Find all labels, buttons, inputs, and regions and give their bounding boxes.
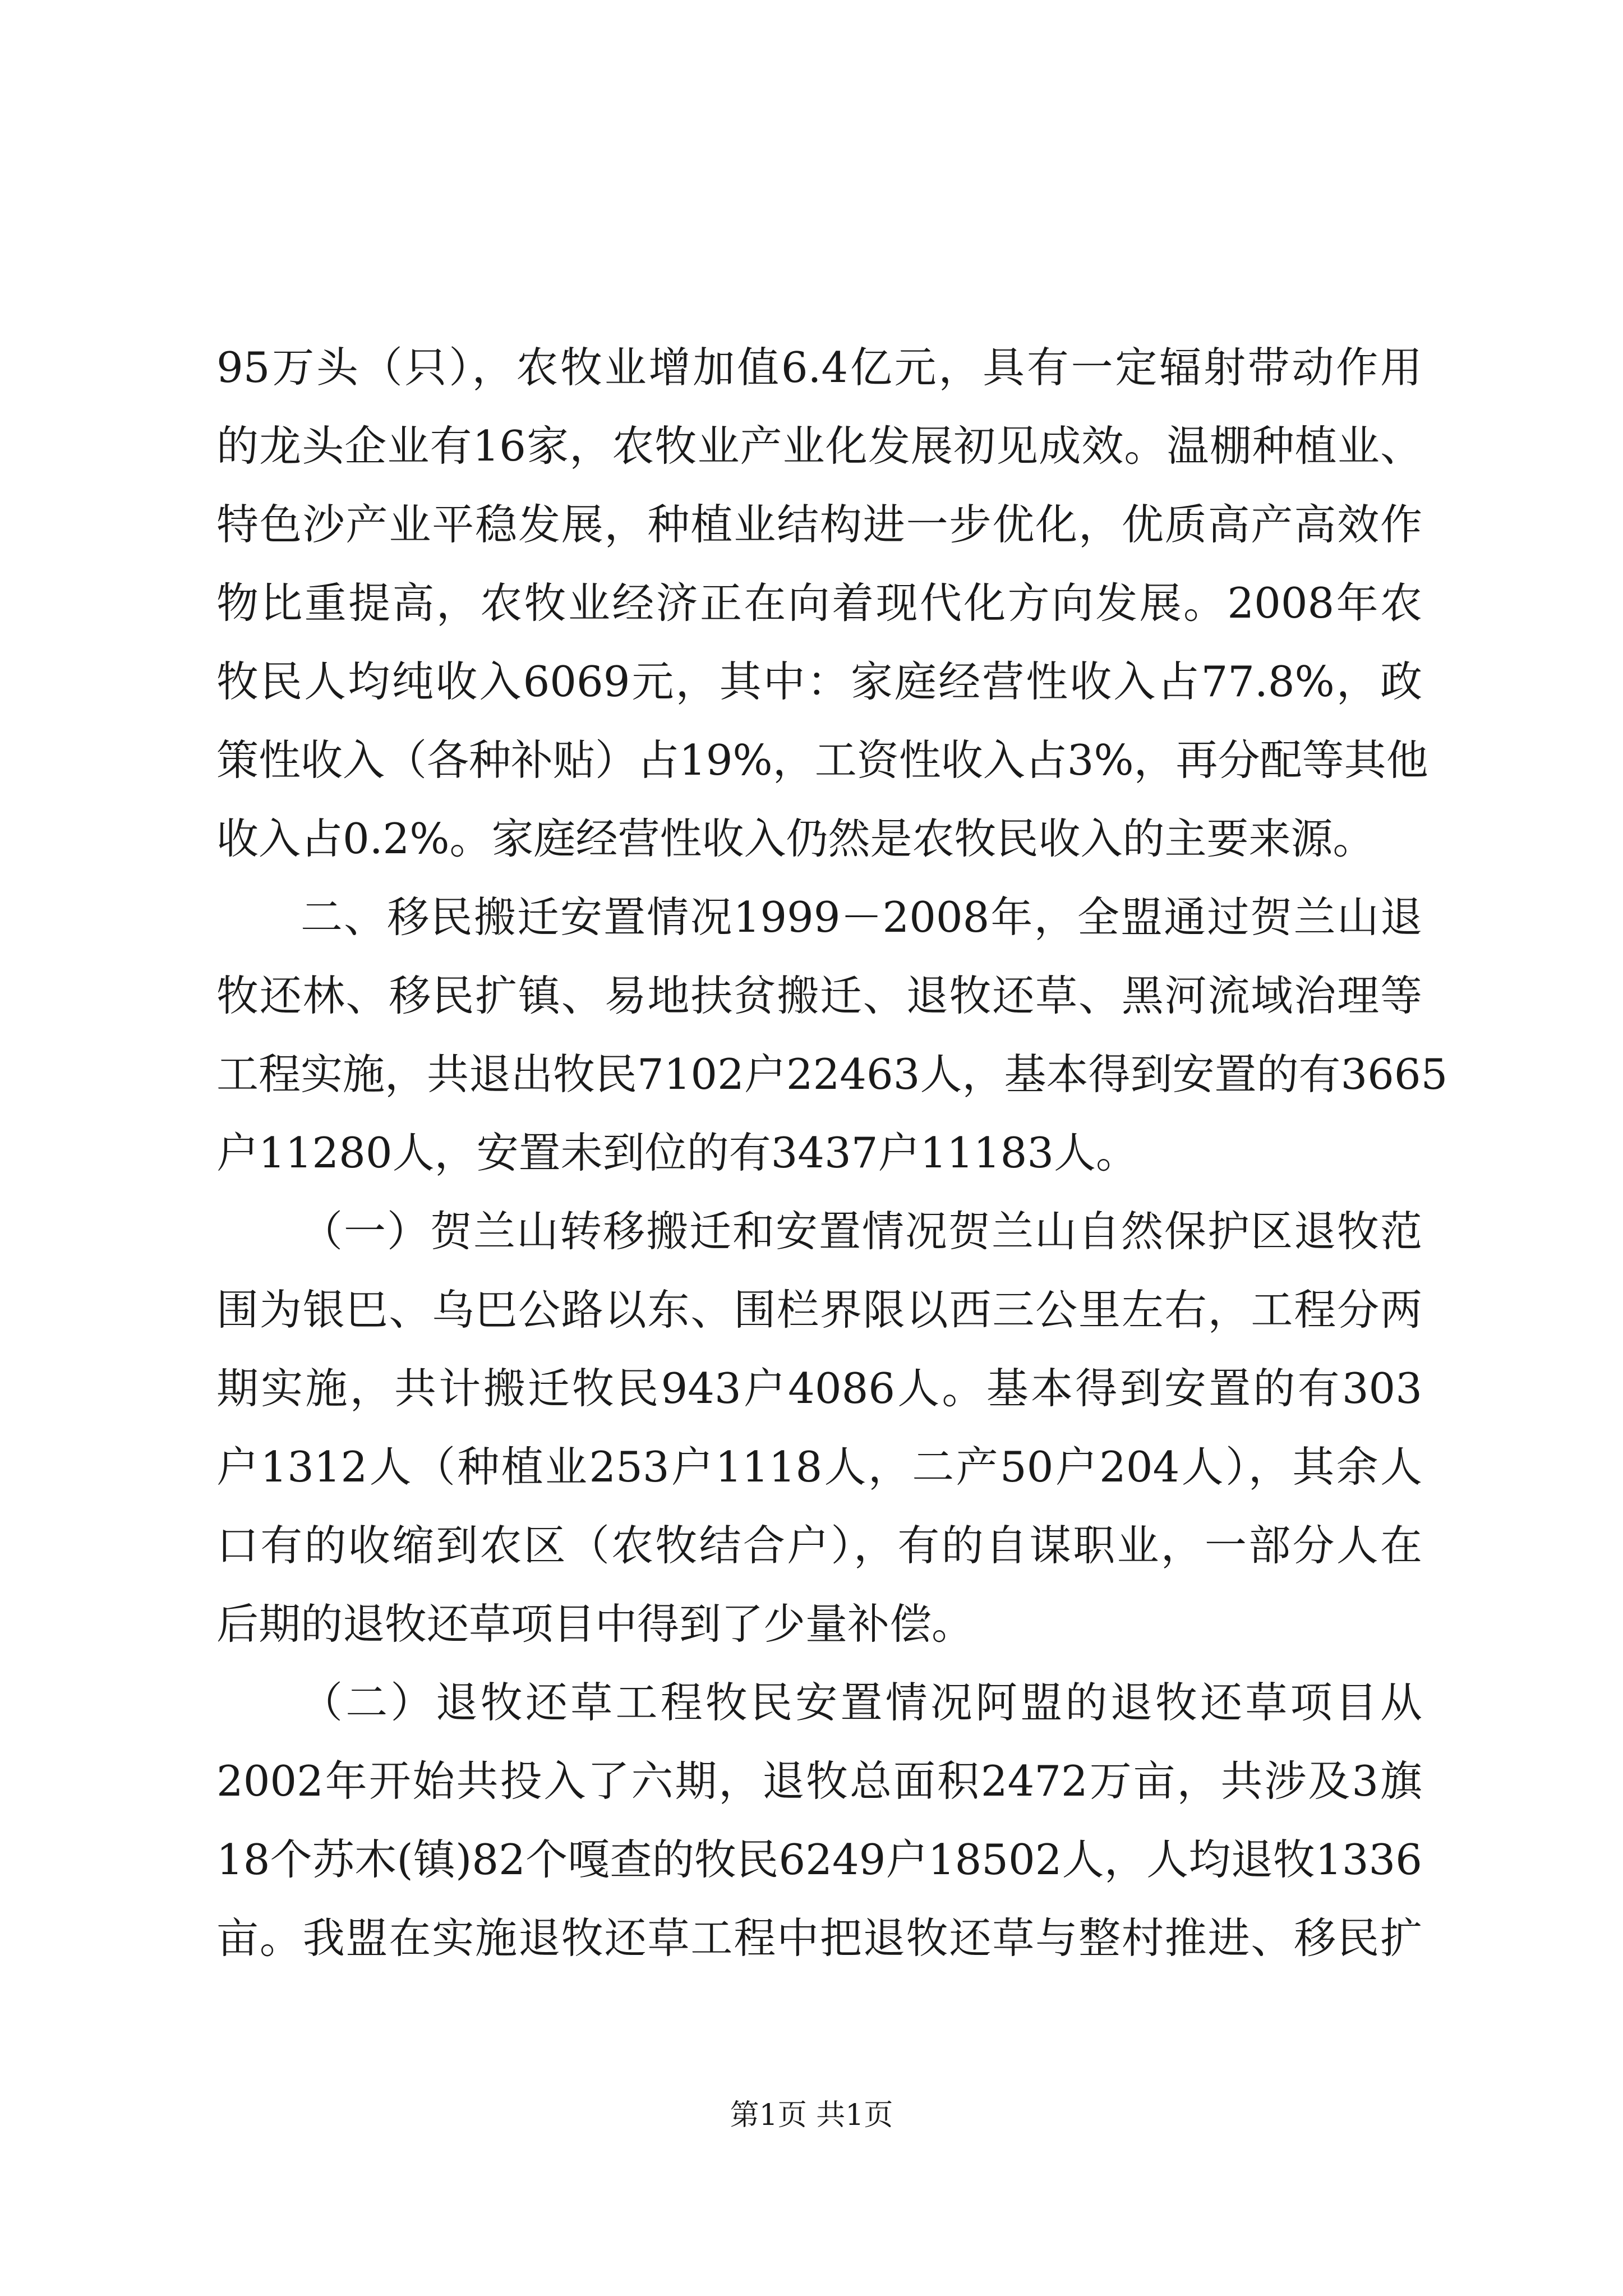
text-line: 牧还林、移民扩镇、易地扶贫搬迁、退牧还草、黑河流域治理等 [216, 971, 1422, 1020]
text-line: 户1312人（种植业253户1118人，二产50户204人），其余人 [216, 1442, 1422, 1492]
text-line: （二）退牧还草工程牧民安置情况阿盟的退牧还草项目从 [301, 1678, 1422, 1727]
text-line: 的龙头企业有16家，农牧业产业化发展初见成效。温棚种植业、 [216, 421, 1422, 471]
text-line: 口有的收缩到农区（农牧结合户），有的自谋职业，一部分人在 [216, 1521, 1422, 1570]
text-line: 95万头（只），农牧业增加值6.4亿元，具有一定辐射带动作用 [216, 343, 1422, 392]
text-line: 收入占0.2%。家庭经营性收入仍然是农牧民收入的主要来源。 [216, 814, 1375, 863]
text-line: 策性收入（各种补贴）占19%，工资性收入占3%，再分配等其他 [216, 735, 1428, 785]
page-footer: 第1页 共1页 [730, 2099, 893, 2132]
text-line: 特色沙产业平稳发展，种植业结构进一步优化，优质高产高效作 [216, 500, 1422, 549]
text-line: 亩。我盟在实施退牧还草工程中把退牧还草与整村推进、移民扩 [216, 1913, 1422, 1963]
text-line: 物比重提高，农牧业经济正在向着现代化方向发展。2008年农 [216, 578, 1422, 628]
text-line: 围为银巴、乌巴公路以东、围栏界限以西三公里左右，工程分两 [216, 1285, 1422, 1335]
text-line: 期实施，共计搬迁牧民943户4086人。基本得到安置的有303 [216, 1364, 1422, 1413]
text-line: 2002年开始共投入了六期，退牧总面积2472万亩，共涉及3旗 [216, 1756, 1422, 1806]
text-line: 工程实施，共退出牧民7102户22463人，基本得到安置的有3665 [216, 1050, 1448, 1099]
text-line: 户11280人，安置未到位的有3437户11183人。 [216, 1128, 1138, 1177]
text-line: 18个苏木(镇)82个嘎查的牧民6249户18502人，人均退牧1336 [216, 1835, 1422, 1884]
text-line: 牧民人均纯收入6069元，其中：家庭经营性收入占77.8%，政 [216, 657, 1422, 706]
text-line: 二、移民搬迁安置情况1999－2008年，全盟通过贺兰山退 [301, 892, 1422, 942]
text-line: 后期的退牧还草项目中得到了少量补偿。 [216, 1599, 974, 1649]
text-line: （一）贺兰山转移搬迁和安置情况贺兰山自然保护区退牧范 [301, 1207, 1422, 1256]
